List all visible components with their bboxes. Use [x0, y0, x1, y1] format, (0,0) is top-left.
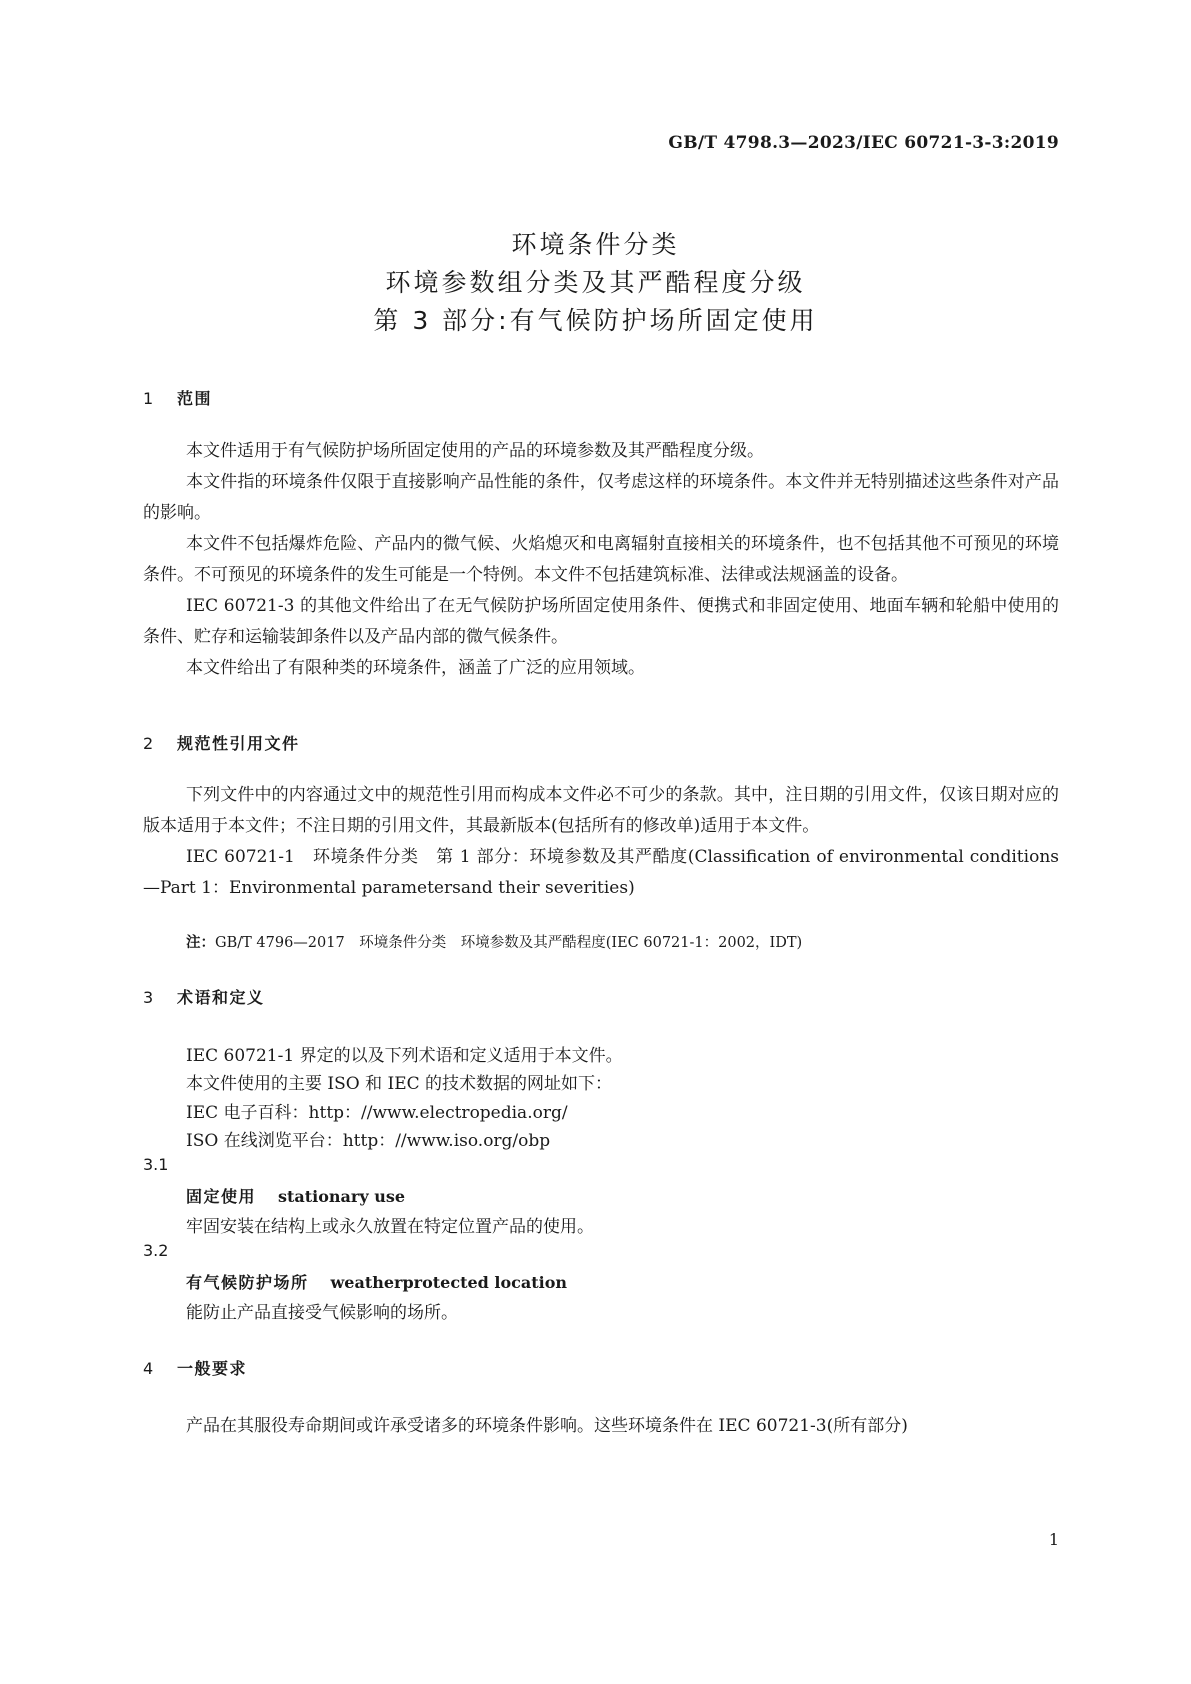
- section-number: 1: [143, 389, 155, 408]
- paragraph: 本文件适用于有气候防护场所固定使用的产品的环境参数及其严酷程度分级。: [186, 441, 764, 461]
- section-title: 一般要求: [177, 1359, 248, 1378]
- paragraph: IEC 60721-3 的其他文件给出了在无气候防护场所固定使用条件、便携式和非固定使用、地面车辆和轮船中使用的条件、贮存和运输装卸条件以及产品内部的微气候条件。: [143, 596, 1059, 647]
- section-number: 2: [143, 734, 155, 753]
- term-en: stationary use: [278, 1187, 406, 1206]
- term-heading: [186, 1270, 567, 1293]
- section-title: 术语和定义: [177, 988, 265, 1007]
- doc-title-line2: 环境参数组分类及其严酷程度分级: [385, 268, 806, 297]
- section-title: 规范性引用文件: [177, 734, 300, 753]
- paragraph: 本文件不包括爆炸危险、产品内的微气候、火焰熄灭和电离辐射直接相关的环境条件，也不包括其他不可预见的环境条件。不可预见的环境条件的发生可能是一个特例。本文件不包括建筑标准、法律或法规涵盖的设备。: [143, 534, 1059, 585]
- term-number: 3.1: [143, 1155, 169, 1174]
- section-heading-general: [143, 1356, 247, 1379]
- doc-title-line1: 环境条件分类: [511, 230, 680, 259]
- terms-line: 本文件使用的主要 ISO 和 IEC 的技术数据的网址如下：: [186, 1074, 613, 1094]
- term-zh: 固定使用: [186, 1187, 257, 1206]
- paragraph: 本文件指的环境条件仅限于直接影响产品性能的条件，仅考虑这样的环境条件。本文件并无特别描述这些条件对产品的影响。: [143, 472, 1059, 523]
- paragraph: 下列文件中的内容通过文中的规范性引用而构成本文件必不可少的条款。其中，注日期的引用文件，仅该日期对应的版本适用于本文件；不注日期的引用文件，其最新版本(包括所有的修改单)适用于本文件。: [143, 785, 1059, 836]
- section-heading-terms: [143, 985, 265, 1008]
- term-en: weatherprotected location: [330, 1273, 568, 1292]
- paragraph: 本文件给出了有限种类的环境条件，涵盖了广泛的应用领域。: [186, 658, 645, 678]
- section-heading-scope: [143, 386, 212, 409]
- term-zh: 有气候防护场所: [186, 1273, 309, 1292]
- note-text: GB/T 4796—2017 环境条件分类 环境参数及其严酷程度(IEC 60721-1：2002，IDT): [215, 935, 803, 951]
- section-title: 范围: [177, 389, 213, 408]
- terms-link-iec: IEC 电子百科：http：//www.electropedia.org/: [186, 1103, 568, 1123]
- scope-body: [143, 436, 1059, 684]
- doc-title-line3: 第 3 部分:有气候防护场所固定使用: [373, 306, 818, 335]
- section-number: 3: [143, 988, 155, 1007]
- standard-id-header: GB/T 4798.3—2023/IEC 60721-3-3:2019: [668, 133, 1059, 153]
- section-heading-normative: [143, 731, 300, 754]
- page-number: 1: [1048, 1530, 1059, 1549]
- note-label: 注：: [186, 935, 215, 951]
- paragraph: 产品在其服役寿命期间或许承受诸多的环境条件影响。这些环境条件在 IEC 60721-3(所有部分): [186, 1416, 908, 1436]
- term-definition: 牢固安装在结构上或永久放置在特定位置产品的使用。: [186, 1217, 594, 1237]
- terms-line: IEC 60721-1 界定的以及下列术语和定义适用于本文件。: [186, 1046, 623, 1066]
- reference-entry: IEC 60721-1 环境条件分类 第 1 部分：环境参数及其严酷度(Classification of environmental conditions—Part 1：Environmental parametersand their severities): [143, 847, 1059, 898]
- note: [186, 931, 802, 952]
- term-heading: [186, 1184, 405, 1207]
- term-number: 3.2: [143, 1241, 169, 1260]
- term-definition: 能防止产品直接受气候影响的场所。: [186, 1303, 458, 1323]
- terms-link-iso: ISO 在线浏览平台：http：//www.iso.org/obp: [186, 1131, 551, 1151]
- section-number: 4: [143, 1359, 155, 1378]
- normative-body: [143, 780, 1059, 904]
